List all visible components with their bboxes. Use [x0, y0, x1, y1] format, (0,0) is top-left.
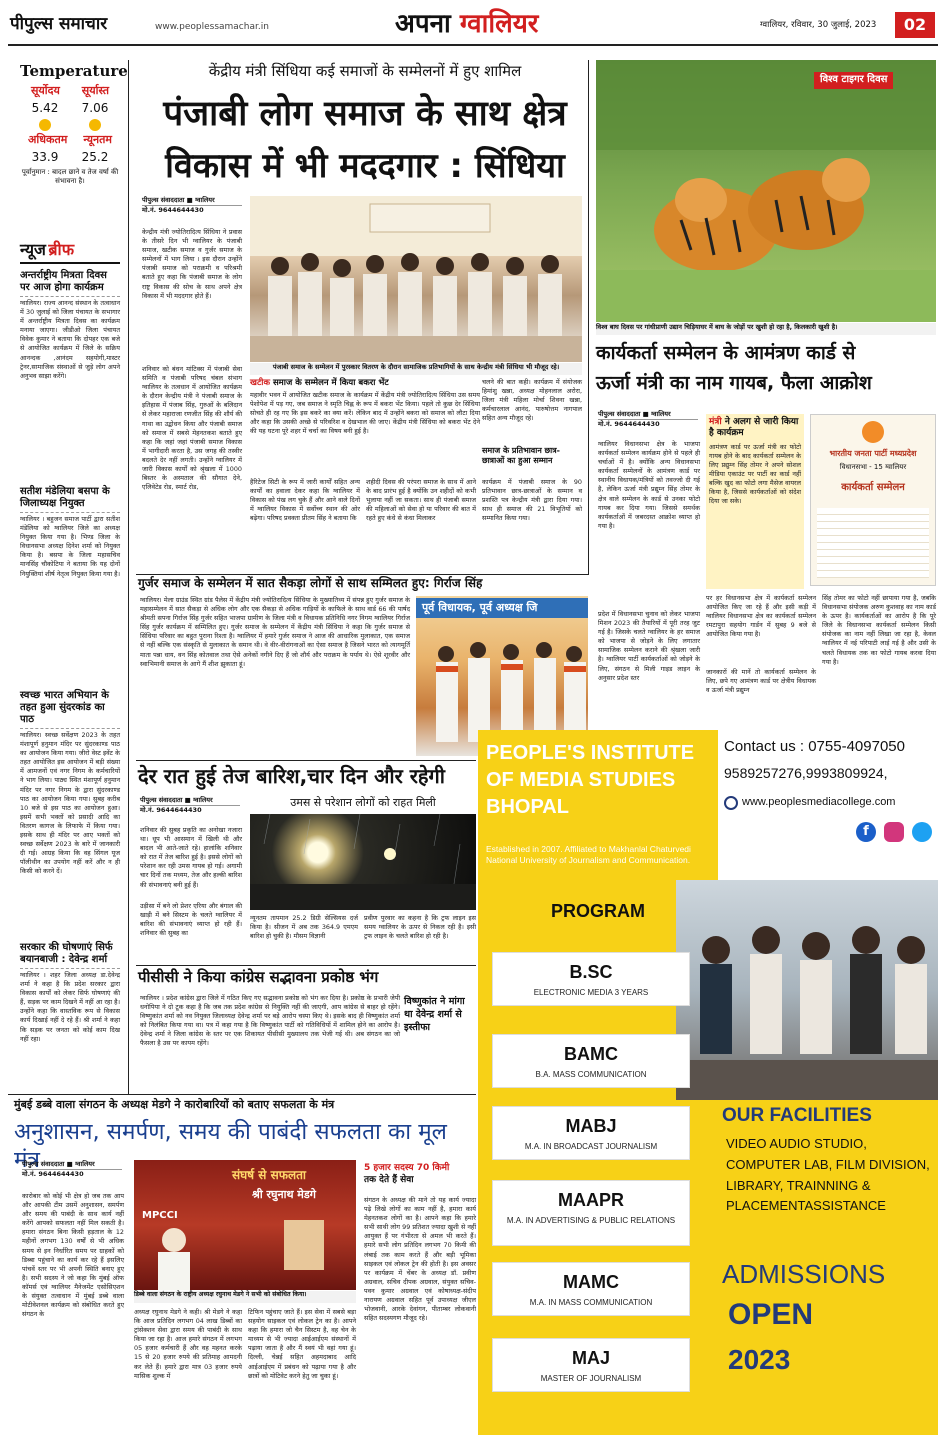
brief-item [20, 690, 120, 938]
weather-title: Temperature [20, 62, 128, 80]
ad-title-line-1: PEOPLE'S INSTITUTE [486, 742, 695, 764]
pratibha-text: कार्यक्रम में पंजाबी समाज के 90 प्रतिभावान छात्र-छात्राओं के सम्मान व प्रशस्ति पत्र केन्द्रीय मंत्री द्वारा दिया गया। साथ ही समाज की 21 विभूतियों को सम्मानित किया गया। [482, 478, 582, 523]
tiger-illustration [596, 60, 936, 322]
karyakarta-text-2: प्रदेश में विधानसभा चुनाव को लेकर भाजपा मिशन 2023 की तैयारियों में पूरी तरह जुट गई है। जिसके चलते ग्वालियर के हर समाज को भाजपा से जोड़ने के लिए लगातार सामाजिक सम्मेलन कराने की श्रृंखला जारी है। ग्वालियर पार्टी कार्यकर्ताओं को जोड़ने के लिए, संगठन से मिली गाइड लाइन के अनुसार प्रदेश स्तर [598, 610, 700, 682]
rain-headline: देर रात हुई तेज बारिश,चार दिन और रहेगी [138, 764, 445, 788]
ad-title-line-3: BHOPAL [486, 796, 569, 818]
mantri-side-text: आमंत्रण कार्ड पर ऊर्जा मंत्री का फोटो गायब होने के बाद कार्यकर्ता सम्मेलन के लिए प्रद्युम्न सिंह तोमर ने अपने सोशल मीडिया एकाउंट पर पार्टी का कार्ड नहीं बल्कि खुद का फोटो लगा मैसेज वायरल किया है, जिससे कार्यकर्ताओं को संदेश दिया जा सके। [709, 442, 801, 506]
ad-facilities: VIDEO AUDIO STUDIO, COMPUTER LAB, FILM DIVISION, LIBRARY, TRAINNING & PLACEMENTASSISTANCE [726, 1136, 930, 1214]
program-title: MAAPR [558, 1190, 624, 1210]
karyakarta-text-3: पर हर विधानसभा क्षेत्र में कार्यकर्ता सम्मेलन आयोजित किए जा रहे हैं और इसी कड़ी में ग्वालियर विधानसभा क्षेत्र का कार्यकर्ता सम्मेलन रमटापुरा सहयोग गार्डन में सुबह 9 बजे से आयोजित किया गया है। [706, 594, 816, 639]
section-title-text: अपना [395, 9, 460, 39]
brief-item [20, 942, 120, 1087]
max-temp-label: अधिकतम [28, 132, 68, 146]
section-title [395, 8, 538, 41]
program-mamc [492, 1262, 690, 1316]
instagram-icon[interactable] [884, 822, 904, 842]
ad-admissions: ADMISSIONS [722, 1259, 886, 1289]
twitter-icon[interactable] [912, 822, 932, 842]
students-illustration [676, 880, 938, 1100]
lead-col-d: चलने की बात कही। कार्यक्रम में संयोजक हिमांशु खन्ना, अध्यक्ष मोहनलाल अरोरा, जिला मंत्री महिला मोर्चा शिवना खन्ना, कर्मचारलाल आनंद, पारुषोत्तम नागपाल सहित अन्य मौजूद रहे। [482, 378, 582, 423]
tiger-day-badge: विश्व टाइगर दिवस [814, 72, 893, 89]
lotus-icon [862, 421, 884, 443]
lead-mobile: मो.नं. 9644644430 [142, 206, 204, 215]
news-brief-title-a: न्यूज [20, 240, 46, 259]
karyakarta-text-5: सिंह तोमर का फोटो नहीं छापाया गया है, जबकि विधानसभा संयोजक अरुण कुशवाह का नाम कार्ड के ऊपर है। कार्यकर्ताओं का आरोप है कि पूरे जिले के विधानसभा कार्यकर्ता सम्मेलन किसी संयोजक का नाम नहीं लिखा जा रहा है, केवल ग्वालियर में नई परिपाटी लाई गई है और उसी के चलते विधायक तक का फोटो गायब करवा दिया गया है। [822, 594, 936, 666]
rain-text-2: उड़ीसा में बने लो प्रेशर एरिया और बंगाल की खाड़ी में बने सिस्टम के चलते ग्वालियर में बारिश की संभावनाएं व्याप्त हो रही हैं। शनिवार की सुबह का [140, 902, 242, 938]
gurjar-headline: गुर्जर समाज के सम्मेलन में सात सैकड़ा लोगों से साथ सम्मिलत हुए: गिर्राज सिंह [138, 576, 483, 590]
speaker-silhouette [134, 1160, 356, 1290]
rain-subhead: उमस से परेशान लोगों को राहत मिली [290, 796, 436, 809]
lead-headline-2: विकास में भी मददगार : सिंधिया [165, 146, 565, 186]
facebook-icon[interactable]: f [856, 822, 876, 842]
globe-icon [724, 796, 738, 810]
khatik-text: महावीर भवन में आयोजित खटीक समाज के कार्यक्रम में केंद्रीय मंत्री ज्योतिरादित्य सिंधिया उस समय पेशोपेश में पड़ गए, जब समाज ने स्मृति चिह्न के रूप में बकरा भेंट किया। पहले तो कुछ देर सिंधिया सोचते ही रह गए कि इस बकरे का क्या करें। लेकिन बाद में उन्होंने बकरा को समाज को लौटा दिया और कहा कि उसकी अच्छे से परिवरिश व देखभाल की जाए। केंद्रीय मंत्री सिंधिया को बकरा भेंट देने की यह घटना पूरे शहर में चर्चा का विषय बनी हुई है। [250, 391, 480, 436]
program-title: B.SC [569, 962, 613, 982]
issue-date: ग्वालियर, रविवार, 30 जुलाई, 2023 [760, 20, 877, 30]
khatik-subhead [250, 378, 480, 391]
invitation-card-photo [810, 414, 936, 586]
rain-byline: पीपुल्स संवाददाता ■ ग्वालियर [140, 796, 240, 806]
stage-title: संघर्ष से सफलता [231, 1168, 307, 1182]
min-temp-label: न्यूनतम [83, 132, 112, 146]
min-temp-value: 25.2 [81, 150, 109, 165]
news-brief-title [20, 240, 120, 264]
ad-website[interactable]: www.peoplesmediacollege.com [742, 796, 896, 809]
gurjar-text: ग्वालियर। मेला ग्राउंड स्थित ग्रांड पैलेस में केंद्रीय मंत्री ज्योतिरादित्य सिंधिया के मुख्यातिथ्य में संपन्न हुए गुर्जर समाज के महासम्मेलन में सात सैकड़ा से अधिक लोग और एक सैकड़ा से अधिक गाड़ियों के काफिले के साथ वार्ड 66 की पार्षद श्रीमती सपना गिर्राज सिंह गुर्जर सहित भाजपा ग्रामीण के जिला मंत्री व विधायक प्रतिनिधि नगर निगम ग्वालियर गिर्राज सिंह गुर्जर कार्यक्रम में सम्मिलित हुए। गुर्जर समाज के सम्मेलन में केंद्रीय मंत्री सिंधिया ने कहा कि गुर्जर समाज से सिंधिया परिवार का बहुत पुराना रिश्ता है। ग्वालियर में हमारे गुर्जर समाज ने आज की आधारिक मुलाकात, एक समाज से नहीं बल्कि एक संस्कृति से मुलाकात के समान थी। वे वीर-वीरांगनाओं का ऐसा समाज है जिसने भारत को त्यागमूर्ति माता पन्ना धाय, वन सिंह कोतवाल तथा ऐसे अनेकों नगीने दिए हैं जो शौर्य और पराक्रम के पर्याय थे। ऐसे शूरवीर और स्वाभिमानी समाज के आगे मैं शीश झुकाता हूं। [140, 596, 410, 668]
brief-headline: स्वच्छ भारत अभियान के तहत हुआ सुंदरकांड का पाठ [20, 690, 120, 729]
punjabi-samaj-photo [250, 196, 582, 362]
paper-name: पीपुल्स समाचार [10, 14, 108, 34]
ad-facilities-label: OUR FACILITIES [722, 1105, 872, 1126]
program-title: MAMC [563, 1272, 619, 1292]
mumbai-byline-box [22, 1160, 122, 1179]
pcc-text: ग्वालियर । प्रदेश कांग्रेस द्वारा जिले में गठित किए गए सद्भावना प्रकोष्ठ को भंग कर दिया है। प्रकोष्ठ के प्रभारी जेपी धनोपिया ने दो टूक कहा है कि जब तक प्रदेश कांग्रेस से नियुक्ति नहीं की जाएगी, आप कांग्रेस से बाहर हो रहेंगे। विष्णुकांत शर्मा को नव नियुक्त जिलाध्यक्ष देवेन्द्र शर्मा पर बड़े आरोप चस्पा किए थे। इसके बाद ही विष्णुकांत शर्मा को निलंबित किया गया था। पत्र में कहा गया है कि विष्णुकांत पार्टी को गतिविधियों में शामिल होने का आरोप है। देवेन्द्र शर्मा ने जिला कांग्रेस के स्तर पर एक शिकायत पीसीसी मुख्यालय तक भेजी गई थी। अब संगठन का जो फैसला है उस पर कायम रहेंगे। [140, 994, 400, 1048]
ad-year: 2023 [728, 1344, 791, 1375]
lead-headline-1: पंजाबी लोग समाज के साथ क्षेत्र [163, 94, 567, 134]
mumbai-photo-caption: डिब्बे वाला संगठन के राष्ट्रीय अध्यक्ष रघुनाथ मेडगे ने सभी को संबोधित किया। [134, 1291, 356, 1303]
rain-night-photo [250, 814, 476, 910]
program-desc: B.A. MASS COMMUNICATION [535, 1069, 647, 1079]
mumbai-text-3: टिफिन पहुंचाए जाते हैं। इस सेवा में सबसे बड़ा सहयोग साइकल एवं लोकल ट्रेन का है। आपने कहा कि हमारा जो चैन सिस्टम है, वह चेन के माध्यम से भी ज्यादा आईआईएम संस्थानों में पढ़ाया जाता है और मैं स्वयं भी वहां गया हूं। दिल्ली, चेन्नई सहित अहमदाबाद आदि आईआईएम में प्रबंधन को पढ़ाया गया है और छात्रों को मोटिवेट करने हेतु जा चुका हूं। [248, 1308, 356, 1380]
khatik-label: खटीक [250, 378, 270, 388]
karyakarta-headline-2: ऊर्जा मंत्री का नाम गायब, फैला आक्रोश [596, 372, 872, 394]
karyakarta-mobile: मो.नं. 9644644430 [598, 420, 660, 429]
news-brief-title-b: ब्रीफ [48, 240, 75, 259]
sun-icon [39, 119, 51, 131]
ad-established: Established in 2007. Affiliated to Makhanlal Chaturvedi National University of Journalism and Communication. [482, 840, 718, 884]
program-desc: M.A. IN ADVERTISING & PUBLIC RELATIONS [506, 1215, 676, 1225]
program-title: MAJ [571, 1348, 610, 1368]
mumbai-mobile: मो.नं. 9644644430 [22, 1170, 84, 1179]
mumbai-text-2: अध्यक्ष रघुनाथ मेडगे ने कही। श्री मेडगे ने कहा कि आज प्रतिदिन लगभग 04 लाख डिब्बों का ट्रांसेक्शन सेवा द्वारा समय की पाबंदी के साथ किया जा रहा है। आज हमारे संगठन में लगभग 05 हजार कर्मचारी हैं और वह महनत करके 15 से 20 हजार रुपये की प्रतिमाह आमदनी कर लेते हैं। हमारे द्वारा मात्र 03 हजार रुपये मासिक शुल्क में [134, 1308, 242, 1380]
paper-website[interactable]: www.peoplessamachar.in [155, 22, 269, 32]
weather-forecast: पूर्वानुमान : बादल छाने व तेज वर्षा की संभावना है। [21, 168, 119, 185]
program-bsc [492, 952, 690, 1006]
karyakarta-text-4: जानकारों की मानें तो कार्यकर्ता सम्मेलन के लिए, छपे गए आमंत्रण कार्ड पर क्षेत्रीय विधायक व ऊर्जा मंत्री प्रद्युम्न [706, 668, 816, 695]
brief-headline: सरकार की घोषणाएं सिर्फ बयानबाजी : देवेन्द्र शर्मा [20, 942, 120, 969]
weather-box [20, 62, 128, 212]
program-desc: MASTER OF JOURNALISM [540, 1373, 642, 1383]
mumbai-kicker: मुंबई डब्बे वाला संगठन के अध्यक्ष मेडगे ने कारोबारियों को बताए सफलता के मंत्र [14, 1098, 335, 1111]
khatik-subhead-text: समाज के सम्मेलन में किया बकरा भेंट [272, 378, 389, 388]
mumbai-side-head-b: तक देते हैं सेवा [364, 1175, 414, 1186]
tiger-caption: विश्व बाघ दिवस पर गांधीप्राणी उद्यान चिड़ियाघर में बाघ के जोड़ों पर खुशी हो रहा है, किलकारी खुशी है। [596, 323, 936, 335]
lead-col-c: शहीदी दिवस की परंपरा समाज के साथ में आने के बाद प्रारंभ हुई है क्योंकि उन शहीदों को कभी भुलाया नहीं जा सकता। साथ ही पंजाबी समाज की महिलाओं को सेवा हो या परिवार की बात में रहते हुए कंधे से कंधा मिलाकर [366, 478, 476, 523]
card-subtitle: विधानसभा - 15 ग्वालियर [839, 463, 907, 471]
program-title: BAMC [564, 1044, 618, 1064]
brief-headline: अन्तर्राष्ट्रीय मित्रता दिवस पर आज होगा कार्यक्रम [20, 270, 120, 297]
lead-text-2: शनिवार को बंधन मांटिक्स में पंजाबी सेवा समिति व पंजाबी परिषद चंबल संभाग ग्वालियर के तत्वधान में आयोजित कार्यक्रम के दौरान केन्द्रीय मंत्री ने पंजाबी समाज के इतिहास में पंजाब सिंह, गुरुओं के बलिदान से लेकर महाराजा रणजीत सिंह की शौर्य की गाथा का उद्बोधन किया और पंजाबी समाज को समाज में सबसे मेहनतकश बताते हुए कहा कि जहां जहां पंजाबी समाज विकास में भागीदारी करता है, उस जगह की तस्वीर बदलते देर नहीं लगती। उन्होंने ग्वालियर में जारी विकास कार्यों को श्रृंखला में 1000 बिस्तर के अस्पताल की सौगात देने, एलिवेटेड रोड, स्मार्ट रोड, [142, 365, 242, 492]
ad-program-label: PROGRAM [551, 901, 645, 921]
crowd-illustration [250, 196, 582, 362]
mumbai-side-head-a: 5 हजार सदस्य 70 किमी [364, 1163, 450, 1173]
lead-byline-box [142, 196, 242, 215]
lead-text-1: केन्द्रीय मंत्री ज्योतिरादित्य सिंधिया ने प्रवास के तीसरे दिन भी ग्वालियर के पंजाबी समाज, खटीक समाज व गुर्जर समाज के सम्मेलनों में भाग लिया । इस दौरान उन्होंने पंजाबी समाज को पराक्रमी व परिश्रमी बताते हुए कहा कि पंजाबी समाज के लोग राष्ट्र विकास की सोच के साथ अपने क्षेत्र विकास में भी मददगार होते हैं। [142, 228, 242, 300]
pcc-side-head: विष्णुकांत ने मांगा था देवेन्द्र शर्मा से इस्तीफा [404, 996, 465, 1033]
brief-item [20, 486, 120, 686]
program-mabj [492, 1106, 690, 1160]
gurjar-stage-banner: पूर्व विधायक, पूर्व अध्यक्ष जि [416, 598, 588, 618]
rain-text-3: न्यूनतम तापमान 25.2 डिग्री सेल्सियस दर्ज किया है। सीजन में अब तक 364.9 एमएम बारिश हो चुकी है। मौसम विज्ञानी [250, 914, 358, 941]
mumbai-stage-photo [134, 1160, 356, 1290]
sunset-value: 7.06 [81, 100, 109, 115]
program-maapr [492, 1180, 690, 1246]
mumbai-byline: पीपुल्स संवाददाता ■ ग्वालियर [22, 1160, 122, 1170]
brief-text: ग्वालियर । शहर जिला अध्यक्ष डा.देवेन्द्र शर्मा ने कहा है कि प्रदेश सरकार द्वारा विकास कार्यों को लेकर सिर्फ घोषणाएं की हैं, सड़क पर काम दिखने में नहीं आ रहा है। उन्होंने कहा कि वास्तविक रूप से विकास कार्य दिखाई नहीं दे रहे हैं। श्री शर्मा ने कहा कि सड़क पर जनता को कोई काम दिख नहीं रहा। [20, 971, 120, 1043]
ad-title-line-2: OF MEDIA STUDIES [486, 769, 676, 791]
brief-text: ग्वालियर। स्वच्छ सर्वेक्षण 2023 के तहत मंशापूर्ण हनुमान मंदिर पर सुंदरकाण्ड पाठ का आयोजन किया गया। जीरो वेस्ट इवेंट के तहत आयोजित इस आयोजन में बड़ी संख्या में आमजनों एवं नगर निगम के कर्मचारियों ने भाग लिया। पाठ्य स्थित मंशापूर्ण हनुमान मंदिर पर नगर निगम के द्वारा सुंदरकाण्ड पाठ का आयोजन किया गया। सुबह करीब 10 बजे से इस पाठ का आयोजन हुआ। इसमें सभी भक्तों को प्रसादी आदि का वितरण कागज के लिफाफे में किया गया। इसके साथ ही मंदिर पर आए भक्तों को स्वच्छ सर्वेक्षण 2023 के बारे में जानकारी दी गई। आग्रह किया कि वह सिंगल यूज पॉलीथीन का उपयोग नहीं करें और न ही किसी को करने दें। [20, 731, 120, 876]
karyakarta-byline: पीपुल्स संवाददाता ■ ग्वालियर [598, 410, 698, 420]
sunrise-value: 5.42 [31, 100, 59, 115]
card-event: कार्यकर्ता सम्मेलन [841, 481, 905, 493]
sunrise-label: सूर्योदय [30, 83, 60, 97]
rain-streaks [250, 814, 476, 910]
max-temp-value: 33.9 [31, 150, 59, 165]
pcc-headline: पीसीसी ने किया कांग्रेस सद्भावना प्रकोष्ठ भंग [138, 968, 379, 986]
card-title: भारतीय जनता पार्टी मध्यप्रदेश [829, 449, 917, 458]
rain-mobile: मो.नं. 9644644430 [140, 806, 202, 815]
ad-contact-box [718, 730, 938, 880]
mantri-side-head-b: ने अलग से जारी किया है कार्यक्रम [709, 417, 799, 439]
stage-name: श्री रघुनाथ मेडगे [252, 1188, 316, 1201]
ad-phones[interactable]: 9589257276,9993809924, [724, 764, 888, 781]
mantri-side-head-a: मंत्री [709, 417, 722, 427]
program-desc: M.A. IN BROADCAST JOURNALISM [524, 1141, 658, 1151]
program-maj [492, 1338, 690, 1392]
rain-byline-box [140, 796, 240, 815]
lead-byline: पीपुल्स संवाददाता ■ ग्वालियर [142, 196, 242, 206]
brief-item [20, 270, 120, 480]
karyakarta-headline-1: कार्यकर्ता सम्मेलन के आमंत्रण कार्ड से [596, 342, 856, 364]
ad-contact[interactable]: Contact us : 0755-4097050 [724, 738, 905, 755]
pratibha-subhead: समाज के प्रतिभावान छात्र-छात्राओं का हुआ सम्मान [482, 446, 560, 466]
mumbai-headline: अनुशासन, समर्पण, समय की पाबंदी सफलता का मूल मंत्र [14, 1119, 447, 1174]
rain-text-4: प्रवीण पुरवार का कहना है कि ट्रफ लाइन इस समय ग्वालियर के ऊपर से निकल रही है। इसी ट्रफ लाइन के चलते बारिश हो रही है। [364, 914, 476, 941]
mantri-side-head [709, 417, 801, 440]
mpcci-logo: MPCCI [142, 1210, 178, 1221]
program-title: MABJ [565, 1116, 617, 1136]
brief-text: ग्वालियर । बहुजन समाज पार्टी द्वारा सतीश मंडेलिया को ग्वालियर जिले का अध्यक्ष नियुक्त किया गया है। भिण्ड जिला के विधानसभा अध्यक्ष दिनेश शर्मा को नियुक्त किया है। बसपा के जिला महासचिव मानसिंह चौकोटिया ने बताया कि यह दोनों नियुक्तियां शीर्ष नेतृत्व नियुक्त किया गया है। [20, 515, 120, 578]
lead-col-b: हैरिटेज सिटी के रूप में जारी कार्यों सहित अन्य कार्यों का हवाला देकर कहा कि ग्वालियर में विकास को पंख लग चुके हैं और आने वाले दिनों में ग्वालियर विकास में सर्वोच्च स्थान की ओर बढ़ेगा। परिषद प्रवक्ता प्रीतम सिंह ने बताया कि [250, 478, 360, 523]
mumbai-side-text: संगठन के अध्यक्ष की माने तो यह कार्य ज्यादा पढ़े लिखे लोगों का काम नहीं है, हमारा कार्य मेहनतकश लोगों का है। आपने कहा कि हमारे सभी साथी लोग 99 प्रतिशत ज्यादा खुशी से नहीं आयुक्त हैं पर गंभीरता से अमल भी करते हैं। हमारे सभी लोग प्रतिदिन लगभग 70 किमी की लंबाई तक काम करते हैं और बड़ी भूमिका साइकल एवं लोकल ट्रेन की होती है। इस अवसर पर कार्यक्रम में चेंबर के अध्यक्ष डॉ. प्रवीण अग्रवाल, सचिव दीपक अग्रवाल, संयुक्त सचिव-पवन कुमार अग्रवाल एवं कोषाध्यक्ष-संदीप नारायण अग्रवाल सहित पूर्व उपाध्यक्ष जीएल भोजवानी, आरके देवांगन, पीताम्बर लोकवानी सहित सदस्यगण मौजूद रहे। [364, 1196, 476, 1323]
program-desc: ELECTRONIC MEDIA 3 YEARS [533, 987, 649, 997]
ad-open: OPEN [728, 1298, 814, 1331]
rain-text-1: शनिवार की सुबह प्रकृति का अनोखा नजारा था। धूप भी आसमान में खिली थी और बादल भी आते-जाते रहे। हालांकि शनिवार को रात में तेज बारिश हुई है। इससे लोगों को परेशान कर रही उमस गायब हो गई। अगामी चार दिनों तक मध्यम, तेज और हल्की बारिश की संभावनाएं बनी हुई हैं। [140, 826, 242, 889]
program-bamc [492, 1034, 690, 1088]
program-desc: M.A. IN MASS COMMUNICATION [529, 1297, 653, 1307]
sun-icon [89, 119, 101, 131]
mumbai-side-head [364, 1162, 476, 1194]
students-photo [676, 880, 938, 1100]
section-title-highlight: ग्वालियर [459, 9, 539, 39]
tiger-photo [596, 60, 936, 322]
punjabi-photo-caption: पंजाबी समाज के सम्मेलन में पुरस्कार वितरण के दौरान सामाजिक प्रतिभागियों के साथ केन्द्रीय मंत्री सिंधिया भी मौजूद रहे। [250, 363, 582, 375]
karyakarta-byline-box [598, 410, 698, 429]
mumbai-text-1: कारोबार को कोई भी क्षेत्र हो जब तक आप और आपकी टीम उसमें अनुशासन, समर्पण और समय की पाबंदी के साथ कार्य नहीं करेंगे आपको सफलता नहीं मिल सकती है। हमारा संगठन बिना किसी हड़ताल के 12 महीनों लगभग 130 वर्षों से भी अधिक समय से इन निर्धारित समय पर ग्राहकों को डिब्बा पहुंचाने का कार्य कर रहे हैं इसलिए पांचवें स्तर पर भी अपनी स्थिति बनाए हुए है। सभी सदस्य ने जो कहा कि मुंबई ऑफ कॉमर्स एवं ग्वालियर मैनेजमेंट एसोसिएशन के संयुक्त तत्वाधान में मुंबई डब्बे वाला मोटीवेशनल कार्यक्रम को संबोधित करते हुए संगठन के [22, 1192, 124, 1319]
mantri-sidebar [706, 414, 804, 589]
page-number: 02 [895, 12, 935, 38]
brief-headline: सतीश मंडेलिया बसपा के जिलाध्यक्ष नियुक्त [20, 486, 120, 513]
karyakarta-text-1: ग्वालियर विधानसभा क्षेत्र के भाजपा कार्यकर्ता सम्मेलन कार्यक्रम होने से पहले ही चर्चाओं में है। क्योंकि अन्य विधानसभा कार्यकर्ता सम्मेलनों के आमंत्रण कार्ड पर स्थानीय विधायक/मंत्रियों को तवज्जो दी गई है, लेकिन ऊर्जा मंत्री प्रद्युम्न सिंह तोमर के क्षेत्र वाले सम्मेलन के कार्ड से उनका फोटो गायब कर दिया गया। जिससे समर्थक कार्यकर्ताओं में जबरदस्त आक्रोश व्याप्त हो गया है। [598, 440, 700, 530]
sunset-label: सूर्यास्त [81, 83, 110, 97]
brief-text: ग्वालियर। राज्य आनन्द संस्थान के तत्वाधान में 30 जुलाई को जिला पंचायत के सभागार में अन्तर्राष्ट्रीय मित्रता दिवस का कार्यक्रम मनाया जाएगा। जीडीओ जिला पंचायत विवेक कुमार ने बताया कि दोपहर एक बजे से आयोजित कार्यक्रम में जिले के सक्रिय आनन्दक ,आनंदम सहयोगी,मास्टर ट्रेनर,सामाजिक संस्थाओं से जुड़े लोग अपने अनुभव साझा करेंगे। [20, 299, 120, 380]
lead-kicker: केंद्रीय मंत्री सिंधिया कई समाजों के सम्मेलनों में हुए शामिल [208, 62, 522, 80]
